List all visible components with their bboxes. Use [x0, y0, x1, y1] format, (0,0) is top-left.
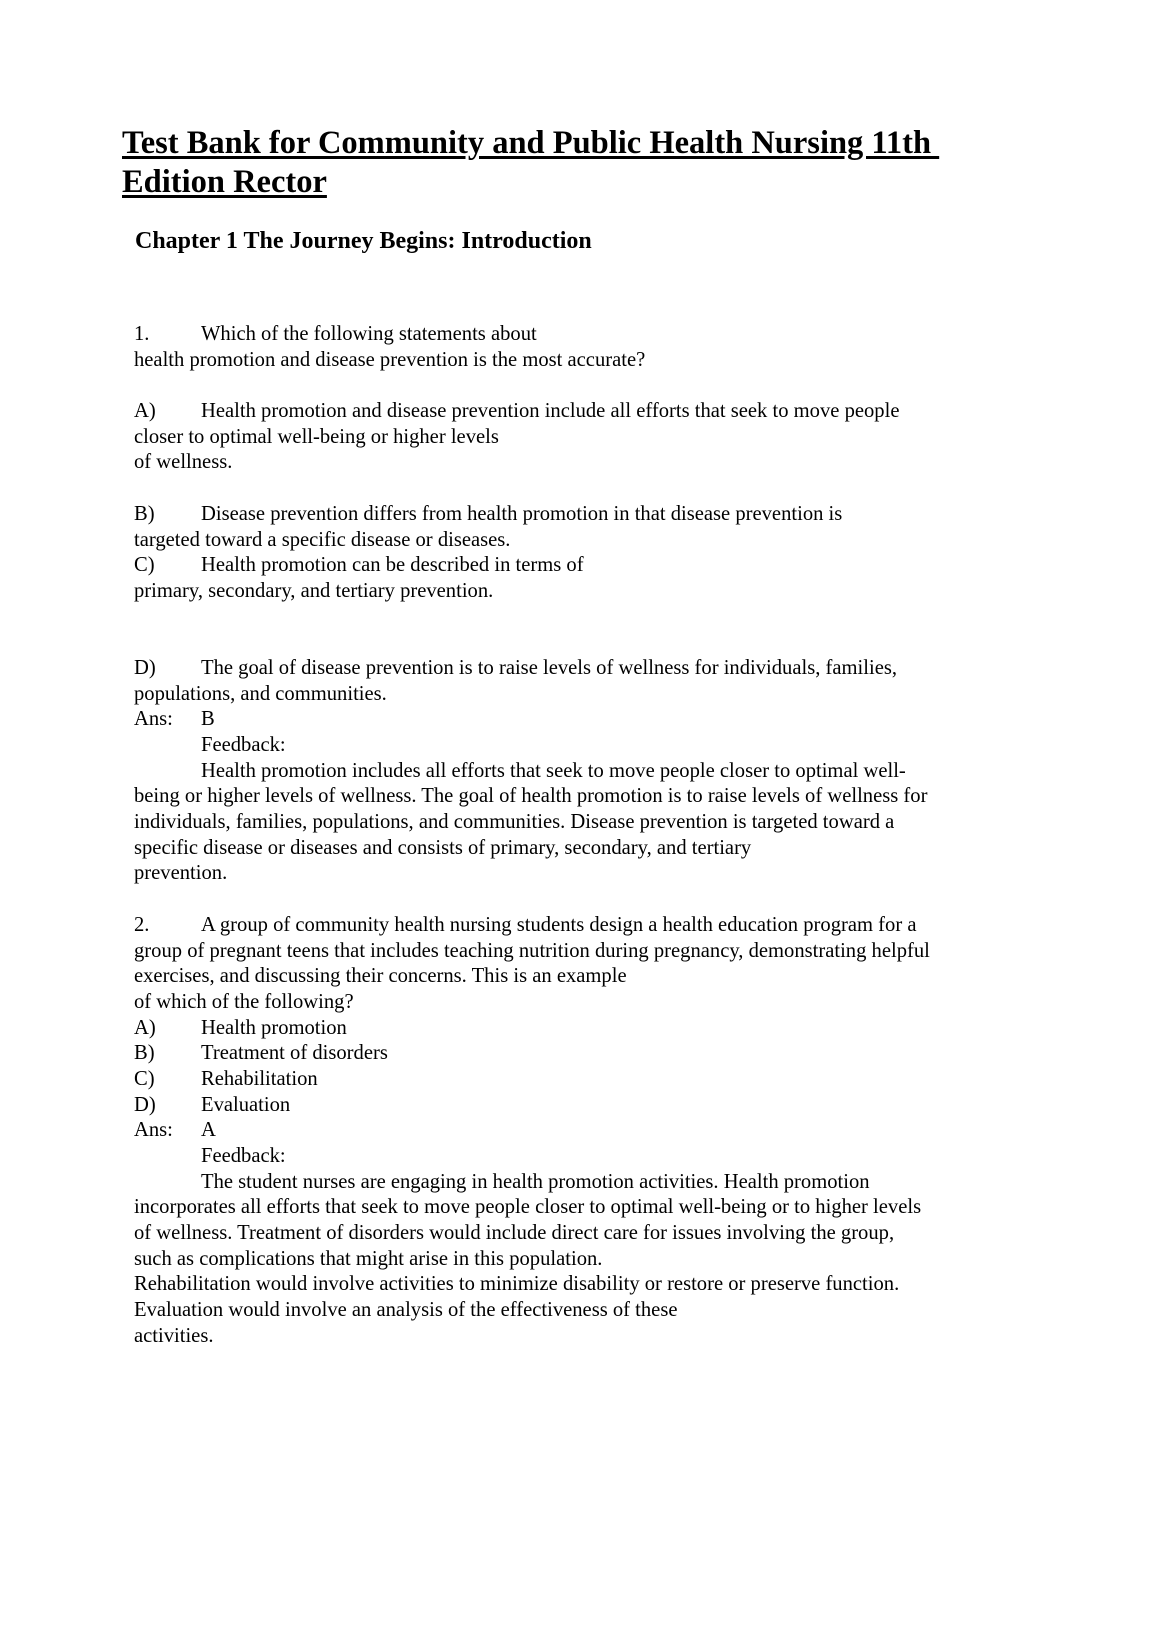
text: closer to optimal well-being or higher levels [134, 425, 499, 448]
text: Which of the following statements about [201, 323, 537, 345]
chapter-heading: Chapter 1 The Journey Begins: Introduction [135, 228, 592, 254]
text: exercises, and discussing their concerns. This is an example [134, 965, 627, 988]
document-body [134, 322, 1034, 1350]
text: of wellness. [134, 451, 233, 474]
option-label: C) [134, 1067, 155, 1090]
title-line: Edition Rector [122, 164, 327, 200]
option-label: B) [134, 1042, 155, 1065]
text: health promotion and disease prevention is the most accurate? [134, 348, 646, 371]
feedback-text: prevention. [134, 862, 228, 885]
text: Health promotion and disease prevention include all efforts that seek to move people [201, 400, 900, 423]
option-c [134, 1067, 1034, 1093]
text: Treatment of disorders [201, 1042, 388, 1065]
text: group of pregnant teens that includes teaching nutrition during pregnancy, demonstrating helpful [134, 939, 930, 962]
feedback-text: Health promotion includes all efforts that seek to move people closer to optimal well- [201, 759, 906, 782]
feedback-text: The student nurses are engaging in health promotion activities. Health promotion [201, 1170, 870, 1193]
answer [134, 707, 1034, 733]
question-1-stem [134, 322, 1034, 348]
answer-value: A [201, 1119, 216, 1142]
text: The goal of disease prevention is to raise levels of wellness for individuals, families, [201, 656, 898, 679]
option-a [134, 399, 1034, 425]
option-d [134, 656, 1034, 682]
text: Disease prevention differs from health promotion in that disease prevention is [201, 502, 843, 525]
option-d [134, 1093, 1034, 1119]
feedback-text: Rehabilitation would involve activities to minimize disability or restore or preserve function. [134, 1273, 900, 1296]
text: Evaluation [201, 1093, 291, 1116]
feedback-text: specific disease or diseases and consists of primary, secondary, and tertiary [134, 836, 752, 859]
question-number: 2. [134, 913, 150, 936]
text: populations, and communities. [134, 682, 387, 705]
question-2-stem [134, 913, 1034, 939]
feedback-text: activities. [134, 1324, 214, 1347]
text: A group of community health nursing students design a health education program for a [201, 913, 917, 936]
text: primary, secondary, and tertiary prevention. [134, 579, 494, 602]
feedback-text: being or higher levels of wellness. The goal of health promotion is to raise levels of wellness for [134, 785, 928, 808]
answer-label: Ans: [134, 1119, 173, 1142]
feedback-text: such as complications that might arise in this population. [134, 1247, 603, 1270]
option-a [134, 1016, 1034, 1042]
feedback-text: of wellness. Treatment of disorders would include direct care for issues involving the group, [134, 1222, 895, 1245]
option-b [134, 502, 1034, 528]
feedback-text: Evaluation would involve an analysis of the effectiveness of these [134, 1299, 678, 1322]
option-label: A) [134, 1016, 156, 1039]
answer-value: B [201, 708, 215, 731]
text: Rehabilitation [201, 1067, 318, 1090]
text: targeted toward a specific disease or diseases. [134, 528, 511, 551]
title-line: Test Bank for Community and Public Health Nursing 11th [122, 125, 940, 161]
option-label: D) [134, 656, 156, 679]
document-title [122, 124, 939, 202]
question-number: 1. [134, 323, 150, 345]
text: Health promotion can be described in terms of [201, 554, 584, 577]
option-c [134, 553, 1034, 579]
feedback-label: Feedback: [201, 1145, 286, 1167]
option-label: B) [134, 502, 155, 525]
text: of which of the following? [134, 990, 354, 1013]
feedback-text: individuals, families, populations, and communities. Disease prevention is targeted toward a [134, 811, 895, 834]
option-label: A) [134, 400, 156, 423]
option-label: D) [134, 1093, 156, 1116]
option-label: C) [134, 554, 155, 577]
answer-label: Ans: [134, 708, 173, 731]
text: Health promotion [201, 1016, 347, 1039]
answer [134, 1118, 1034, 1144]
feedback-text: incorporates all efforts that seek to move people closer to optimal well-being or to higher levels [134, 1196, 922, 1219]
feedback-label: Feedback: [201, 734, 286, 756]
option-b [134, 1041, 1034, 1067]
